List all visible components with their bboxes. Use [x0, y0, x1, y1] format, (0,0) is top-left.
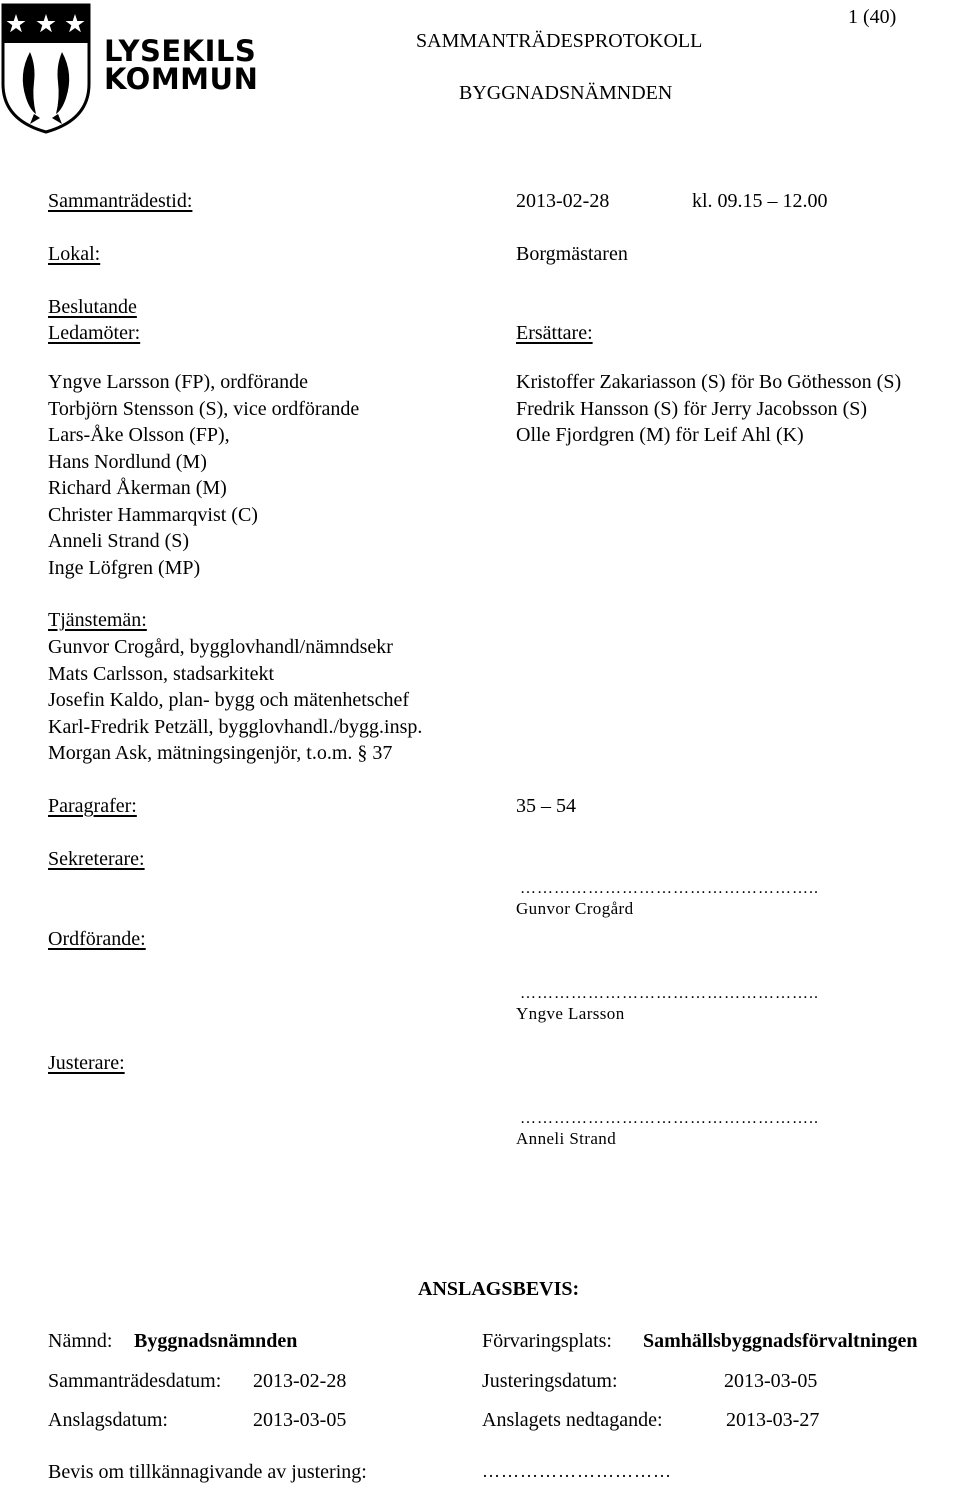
list-item: Morgan Ask, mätningsingenjör, t.o.m. § 37 [48, 742, 393, 764]
notice-posted-label: Anslagsdatum: [48, 1409, 168, 1431]
location-value: Borgmästaren [516, 243, 628, 265]
notice-body-value: Byggnadsnämnden [134, 1330, 298, 1352]
list-item: Karl-Fredrik Petzäll, bygglovhandl./bygg.insp. [48, 715, 423, 738]
notice-removed-value: 2013-03-27 [726, 1409, 820, 1431]
members-label-line1: Beslutande [48, 296, 137, 318]
notice-storage-value: Samhällsbyggnadsförvaltningen [643, 1330, 918, 1352]
substitutes-list [516, 369, 901, 449]
notice-title: ANSLAGSBEVIS: [418, 1278, 580, 1300]
list-item: Richard Åkerman (M) [48, 477, 227, 499]
logo-text-line1: LYSEKILS [104, 34, 257, 68]
list-item: Torbjörn Stensson (S), vice ordförande [48, 397, 360, 420]
list-item: Mats Carlsson, stadsarkitekt [48, 662, 275, 685]
secretary-name: Gunvor Crogård [516, 899, 634, 918]
location-label: Lokal: [48, 243, 101, 265]
adjuster-name: Anneli Strand [516, 1129, 617, 1148]
substitutes-label: Ersättare: [516, 322, 593, 344]
notice-posted-value: 2013-03-05 [253, 1409, 347, 1431]
paragraphs-value: 35 – 54 [516, 795, 576, 817]
list-item: Fredrik Hansson (S) för Jerry Jacobsson (S) [516, 397, 868, 420]
adjuster-signature-line: …………………………………………….. [520, 1110, 819, 1127]
committee-name: BYGGNADSNÄMNDEN [459, 82, 673, 104]
notice-meeting-date-value: 2013-02-28 [253, 1370, 347, 1392]
members-label-line2: Ledamöter: [48, 322, 141, 344]
coat-of-arms-icon [0, 2, 92, 134]
notice-adjust-date-value: 2013-03-05 [724, 1370, 818, 1392]
list-item: Christer Hammarqvist (C) [48, 503, 258, 526]
officials-list [48, 634, 422, 767]
notice-removed-label: Anslagets nedtagande: [482, 1409, 663, 1431]
notice-proof-line: ………………………… [482, 1461, 672, 1481]
list-item: Hans Nordlund (M) [48, 450, 207, 473]
list-item: Olle Fjordgren (M) för Leif Ahl (K) [516, 424, 804, 446]
list-item: Kristoffer Zakariasson (S) för Bo Göthesson (S) [516, 371, 902, 393]
notice-body-label: Nämnd: [48, 1330, 113, 1352]
meeting-date-label: Sammanträdestid: [48, 190, 193, 212]
paragraphs-label: Paragrafer: [48, 795, 137, 817]
list-item: Yngve Larsson (FP), ordförande [48, 371, 308, 393]
secretary-signature-line: …………………………………………….. [520, 880, 819, 897]
list-item: Josefin Kaldo, plan- bygg och mätenhetschef [48, 689, 410, 711]
notice-proof-label: Bevis om tillkännagivande av justering: [48, 1461, 367, 1483]
list-item: Lars-Åke Olsson (FP), [48, 424, 230, 446]
page-number: 1 (40) [848, 6, 897, 28]
municipality-logo [0, 0, 259, 135]
logo-text-line2: KOMMUN [104, 62, 259, 96]
list-item: Anneli Strand (S) [48, 530, 190, 552]
chair-name: Yngve Larsson [516, 1004, 625, 1023]
document-title: SAMMANTRÄDESPROTOKOLL [416, 30, 703, 52]
officials-label: Tjänstemän: [48, 609, 147, 631]
list-item: Gunvor Crogård, bygglovhandl/nämndsekr [48, 636, 393, 658]
notice-storage-label: Förvaringsplats: [482, 1330, 612, 1352]
meeting-time-value: kl. 09.15 – 12.00 [692, 190, 828, 212]
meeting-date-value: 2013-02-28 [516, 190, 610, 212]
notice-meeting-date-label: Sammanträdesdatum: [48, 1370, 222, 1392]
chair-signature-line: …………………………………………….. [520, 985, 819, 1002]
notice-adjust-date-label: Justeringsdatum: [482, 1370, 618, 1392]
chair-label: Ordförande: [48, 928, 146, 950]
members-list [48, 369, 359, 581]
adjuster-label: Justerare: [48, 1052, 125, 1074]
secretary-label: Sekreterare: [48, 848, 145, 870]
list-item: Inge Löfgren (MP) [48, 556, 201, 579]
